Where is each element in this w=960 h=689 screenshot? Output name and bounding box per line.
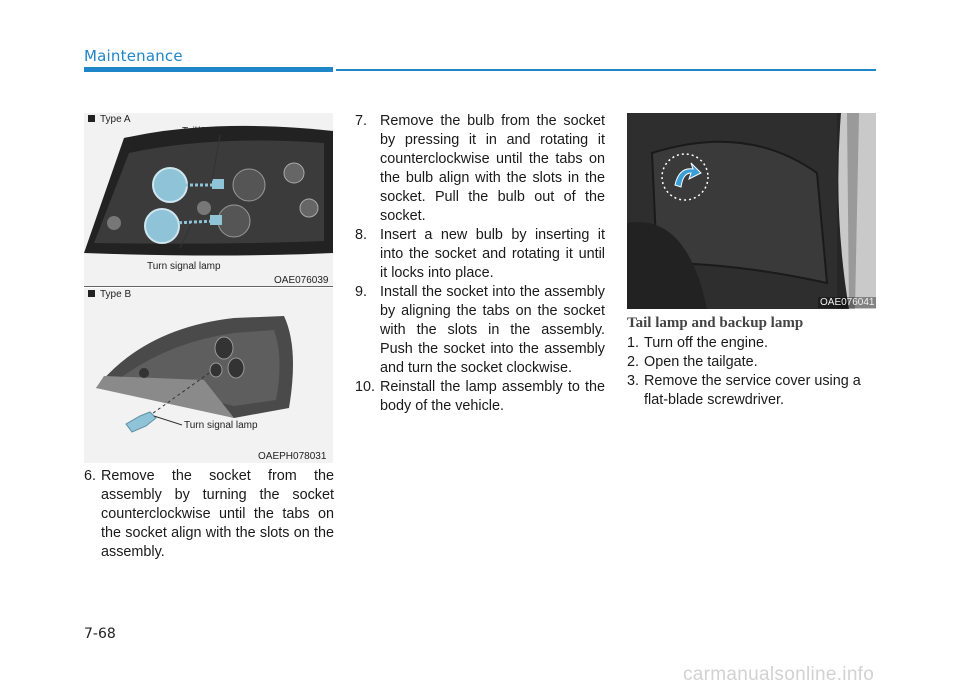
- square-bullet-icon: [88, 290, 95, 297]
- list-item: 2. Open the tailgate.: [627, 354, 758, 370]
- page-number: 7-68: [84, 626, 116, 642]
- figure-divider: [84, 286, 333, 287]
- list-item: 1. Turn off the engine.: [627, 335, 769, 351]
- figure-code-b: OAEPH078031: [258, 451, 327, 462]
- type-a-label: Type A: [88, 114, 131, 125]
- steps-column-3: [627, 334, 877, 410]
- type-b-label: Type B: [88, 289, 131, 300]
- steps-column-1: [84, 467, 334, 562]
- figure-type-a: [84, 113, 333, 286]
- list-item: 3. Remove the service cover using a flat-blade screwdriver.: [627, 373, 861, 408]
- header-rule-thin: [336, 69, 876, 71]
- list-item: 9. Install the socket into the assembly by aligning the tabs on the socket with the slots in the assembly. Push the socket into the assembly and turn the socket clockwise.: [355, 284, 605, 376]
- turn-signal-lamp-label-a: Turn signal lamp: [147, 261, 221, 272]
- tailgate-service-cover-illustration: [627, 113, 876, 309]
- tail-lamp-type-b-illustration: [84, 288, 333, 463]
- figure-code-a: OAE076039: [274, 275, 329, 286]
- steps-column-2: [355, 112, 605, 416]
- list-item: 10. Reinstall the lamp assembly to the body of the vehicle.: [355, 379, 605, 414]
- subsection-title: Tail lamp and backup lamp: [627, 315, 804, 331]
- list-item: 8. Insert a new bulb by inserting it into the socket and rotating it until it locks into place.: [355, 227, 605, 281]
- section-title: Maintenance: [84, 47, 183, 65]
- watermark-link[interactable]: carmanualsonline.info: [683, 664, 875, 685]
- square-bullet-icon: [88, 115, 95, 122]
- figure-code-c: OAE076041: [820, 297, 875, 308]
- header-rule-thick: [84, 67, 333, 72]
- figure-tailgate-cover: [627, 113, 876, 309]
- turn-signal-lamp-label-b: Turn signal lamp: [184, 420, 258, 431]
- tail-stop-lamp-label: Tail/Stop lamp: [182, 126, 245, 137]
- figure-type-b: [84, 288, 333, 463]
- list-item: 6. Remove the socket from the assembly by turning the socket counterclockwise until the tabs on the socket align with the slots on the assembly.: [84, 468, 334, 560]
- list-item: 7. Remove the bulb from the socket by pressing it in and rotating it counterclockwise until the tabs on the bulb align with the slots in the socket. Pull the bulb out of the socket.: [355, 113, 605, 224]
